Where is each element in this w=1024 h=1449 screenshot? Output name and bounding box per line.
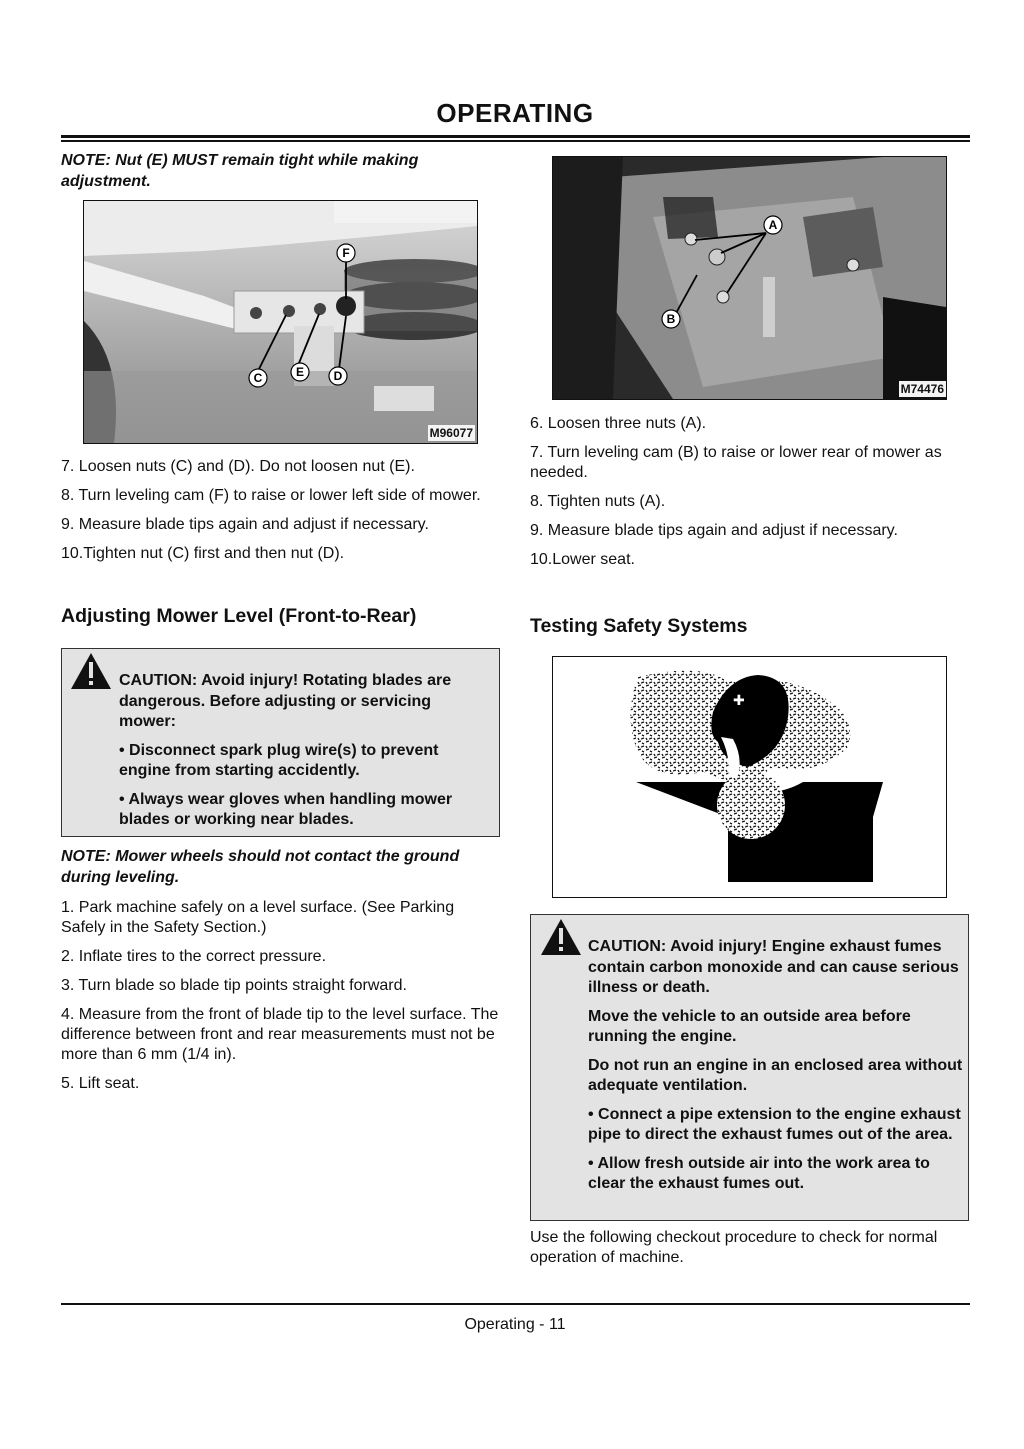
step-text: 8. Turn leveling cam (F) to raise or lower left side of mower. <box>61 487 481 504</box>
caution-text: Move the vehicle to an outside area before running the engine. <box>588 1007 911 1045</box>
header-rule-thin <box>61 140 970 142</box>
photo-right-illustration <box>553 157 946 399</box>
callout-d: D <box>333 369 343 383</box>
step-text: 1. Park machine safely on a level surface. (See Parking Safely in the Safety Section.) <box>61 899 455 936</box>
caution-text: Do not run an engine in an enclosed area without adequate ventilation. <box>588 1056 963 1094</box>
callout-b: B <box>666 312 676 326</box>
caution-text: CAUTION: Avoid injury! Rotating blades are dangerous. Before adjusting or servicing mower: <box>119 672 452 730</box>
photo-left-leveling-cam <box>83 200 478 444</box>
step-text: 10.Lower seat. <box>530 551 635 568</box>
step-text: 4. Measure from the front of blade tip to the level surface. The difference between front and rear measurements must not be more than 6 mm (1/4 in). <box>61 1006 499 1063</box>
caution-text: CAUTION: Avoid injury! Engine exhaust fumes contain carbon monoxide and can cause serious illness or death. <box>588 938 959 996</box>
photo-id-label: M96077 <box>429 426 473 440</box>
step-text: 10.Tighten nut (C) first and then nut (D). <box>61 545 345 562</box>
callout-f: F <box>342 246 350 260</box>
note-nut-e: NOTE: Nut (E) MUST remain tight while making adjustment. <box>61 152 419 190</box>
caution-bullet: • Disconnect spark plug wire(s) to prevent engine from starting accidently. <box>119 741 439 779</box>
header-rule <box>61 135 970 138</box>
photo-right-rear-nuts <box>552 156 947 400</box>
photo-id-label: M74476 <box>900 382 944 396</box>
caution-bullet: • Allow fresh outside air into the work area to clear the exhaust fumes out. <box>588 1154 930 1192</box>
step-text: 3. Turn blade so blade tip points straight forward. <box>61 977 407 994</box>
page-number: Operating - 11 <box>464 1316 566 1333</box>
exhaust-fumes-warning-icon <box>553 657 946 897</box>
exhaust-hazard-illustration <box>552 656 947 898</box>
caution-box-exhaust <box>530 914 969 1221</box>
step-text: 5. Lift seat. <box>61 1075 140 1092</box>
step-text: 7. Turn leveling cam (B) to raise or lower rear of mower as needed. <box>530 444 942 481</box>
left-column <box>61 150 501 1103</box>
step-text: 6. Loosen three nuts (A). <box>530 415 707 432</box>
section-heading-testing-safety: Testing Safety Systems <box>530 615 748 637</box>
step-text: 9. Measure blade tips again and adjust if necessary. <box>530 522 898 539</box>
step-text: 7. Loosen nuts (C) and (D). Do not loosen nut (E). <box>61 458 415 475</box>
right-column <box>530 150 970 1277</box>
step-text: 9. Measure blade tips again and adjust if necessary. <box>61 516 429 533</box>
warning-triangle-icon <box>540 918 582 956</box>
step-text: 2. Inflate tires to the correct pressure. <box>61 948 327 965</box>
caution-box-blades <box>61 648 500 837</box>
caution-bullet: • Connect a pipe extension to the engine exhaust pipe to direct the exhaust fumes out of the area. <box>588 1105 961 1143</box>
section-heading-front-to-rear: Adjusting Mower Level (Front-to-Rear) <box>61 605 417 627</box>
steps-front-to-rear <box>61 898 501 1094</box>
steps-side-leveling <box>61 457 501 564</box>
page-title: OPERATING <box>436 98 594 128</box>
svg-text:✚: ✚ <box>733 693 745 709</box>
warning-triangle-icon <box>70 652 112 690</box>
note-wheels: NOTE: Mower wheels should not contact the ground during leveling. <box>61 848 460 886</box>
step-text: 8. Tighten nuts (A). <box>530 493 666 510</box>
callout-a: A <box>768 218 778 232</box>
steps-rear-leveling <box>530 414 970 570</box>
photo-left-illustration <box>84 201 477 443</box>
checkout-intro: Use the following checkout procedure to check for normal operation of machine. <box>530 1229 938 1266</box>
callout-e: E <box>295 365 305 379</box>
caution-bullet: • Always wear gloves when handling mower blades or working near blades. <box>119 790 453 828</box>
footer-rule <box>61 1303 970 1305</box>
callout-c: C <box>253 371 263 385</box>
